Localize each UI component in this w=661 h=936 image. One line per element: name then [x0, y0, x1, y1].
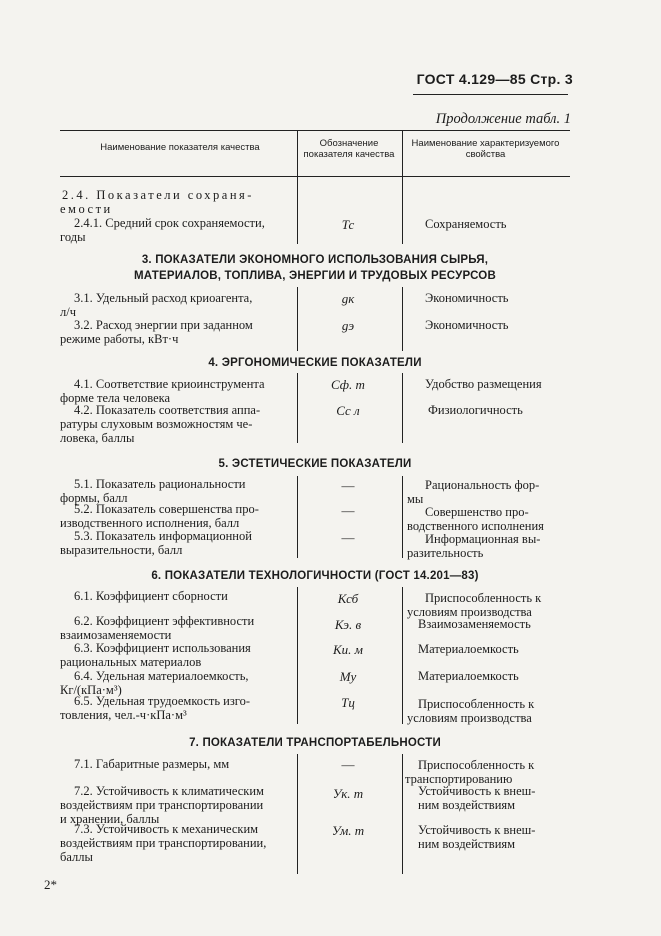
- row-6-5-name: 6.5. Удельная трудоемкость изго-: [74, 694, 251, 708]
- row-3-2-property: Экономичность: [425, 318, 509, 332]
- row-4-2-property: Физиологичность: [428, 403, 523, 417]
- row-5-2-property: Совершенство про-: [425, 505, 529, 519]
- row-7-3-property-cont: ним воздействиям: [418, 837, 516, 851]
- row-2-4-1-name-cont: годы: [60, 230, 86, 244]
- row-3-1-name: 3.1. Удельный расход криоагента,: [74, 291, 253, 305]
- row-7-3-name: 7.3. Устойчивость к механическим: [74, 822, 259, 836]
- row-7-1-property: Приспособленность к: [418, 758, 535, 772]
- col-rule: [297, 373, 298, 443]
- row-5-3-name-cont: выразительности, балл: [60, 543, 183, 557]
- row-3-2-name-cont: режиме работы, кВт·ч: [60, 332, 179, 346]
- col-rule: [297, 476, 298, 558]
- row-6-5-property: Приспособленность к: [418, 697, 535, 711]
- row-2-4-name-cont: емости: [60, 202, 113, 216]
- row-3-2-name: 3.2. Расход энергии при заданном: [74, 318, 253, 332]
- section-6-title: 6. ПОКАЗАТЕЛИ ТЕХНОЛОГИЧНОСТИ (ГОСТ 14.201—83): [151, 570, 479, 582]
- col-header-name: Наименование показателя качества: [100, 142, 260, 153]
- row-2-4-1-symbol: Тс: [341, 217, 355, 232]
- row-7-1-symbol: —: [341, 757, 355, 772]
- row-7-1-property-cont: транспортированию: [405, 772, 513, 786]
- table-top-rule: [60, 130, 570, 131]
- table-header-rule: [60, 176, 570, 177]
- row-7-3-symbol: Ум. т: [331, 823, 365, 838]
- col-rule: [402, 130, 403, 244]
- col-rule: [402, 373, 403, 443]
- row-7-2-name-cont2: и хранении, баллы: [60, 812, 160, 826]
- row-4-1-property: Удобство размещения: [425, 377, 542, 391]
- row-6-3-symbol: Ки. м: [333, 642, 363, 657]
- row-4-2-name: 4.2. Показатель соответствия аппа-: [74, 403, 261, 417]
- row-6-3-name: 6.3. Коэффициент использования: [74, 641, 251, 655]
- row-6-2-property: Взаимозаменяемость: [418, 617, 531, 631]
- col-header-property: Наименование характеризуемого свойства: [411, 138, 560, 160]
- row-2-4-name: 2.4. Показатели сохраня-: [62, 188, 254, 202]
- row-5-1-property: Рациональность фор-: [425, 478, 540, 492]
- row-6-2-name-cont: взаимозаменяемости: [60, 628, 172, 642]
- col-rule: [297, 587, 298, 724]
- row-7-2-property-cont: ним воздействиям: [418, 798, 516, 812]
- row-2-4-1-name: 2.4.1. Средний срок сохраняемости,: [74, 216, 265, 230]
- row-5-2-property-cont: водственного исполнения: [407, 519, 544, 533]
- row-4-1-name-cont: форме тела человека: [60, 391, 171, 405]
- page-number: 2*: [44, 877, 57, 892]
- col-header-symbol: Обозначение показателя качества: [303, 138, 395, 160]
- section-3-title-cont: МАТЕРИАЛОВ, ТОПЛИВА, ЭНЕРГИИ И ТРУДОВЫХ РЕСУРСОВ: [134, 270, 496, 282]
- col-rule: [402, 587, 403, 724]
- row-6-5-property-cont: условиям производства: [407, 711, 532, 725]
- row-5-2-symbol: —: [341, 503, 355, 518]
- row-6-4-name-cont: Кг/(кПа·м³): [60, 683, 122, 697]
- row-6-5-name-cont: товления, чел.-ч·кПа·м³: [60, 708, 187, 722]
- table-continuation: Продолжение табл. 1: [435, 111, 571, 127]
- row-6-4-symbol: Му: [339, 669, 357, 684]
- row-6-1-name: 6.1. Коэффициент сборности: [74, 589, 228, 603]
- row-7-3-name-cont: воздействиям при транспортировании,: [60, 836, 267, 850]
- row-4-2-name-cont2: ловека, баллы: [60, 431, 135, 445]
- row-7-2-name: 7.2. Устойчивость к климатическим: [74, 784, 264, 798]
- col-rule: [297, 287, 298, 351]
- row-5-2-name-cont: изводственного исполнения, балл: [60, 516, 240, 530]
- row-7-1-name: 7.1. Габаритные размеры, мм: [74, 757, 230, 771]
- row-5-1-property-cont: мы: [407, 492, 424, 506]
- row-3-1-name-cont: л/ч: [60, 305, 76, 319]
- col-rule: [402, 754, 403, 874]
- row-5-3-symbol: —: [341, 530, 355, 545]
- row-7-3-property: Устойчивость к внеш-: [418, 823, 536, 837]
- row-4-2-name-cont: ратуры слуховым возможностям че-: [60, 417, 253, 431]
- row-6-4-name: 6.4. Удельная материалоемкость,: [74, 669, 249, 683]
- row-3-1-symbol: gк: [341, 291, 355, 306]
- row-6-1-property: Приспособленность к: [425, 591, 542, 605]
- row-5-1-name-cont: формы, балл: [60, 491, 128, 505]
- row-6-4-property: Материалоемкость: [418, 669, 519, 683]
- row-4-2-symbol: Сс л: [336, 403, 360, 418]
- row-2-4-1-property: Сохраняемость: [425, 217, 507, 231]
- row-5-3-name: 5.3. Показатель информационной: [74, 529, 252, 543]
- section-5-title: 5. ЭСТЕТИЧЕСКИЕ ПОКАЗАТЕЛИ: [218, 458, 412, 470]
- header-rule: [413, 94, 568, 95]
- row-6-2-symbol: Кэ. в: [334, 617, 362, 632]
- row-5-3-property: Информационная вы-: [425, 532, 541, 546]
- col-rule: [402, 476, 403, 558]
- row-5-2-name: 5.2. Показатель совершенства про-: [74, 502, 259, 516]
- row-3-1-property: Экономичность: [425, 291, 509, 305]
- col-rule: [402, 287, 403, 351]
- row-6-3-property: Материалоемкость: [418, 642, 519, 656]
- row-3-2-symbol: gэ: [341, 318, 355, 333]
- row-6-1-symbol: Ксб: [337, 591, 359, 606]
- row-5-3-property-cont: разительность: [407, 546, 484, 560]
- section-3-title: 3. ПОКАЗАТЕЛИ ЭКОНОМНОГО ИСПОЛЬЗОВАНИЯ СЫРЬЯ,: [141, 254, 489, 266]
- section-4-title: 4. ЭРГОНОМИЧЕСКИЕ ПОКАЗАТЕЛИ: [208, 357, 422, 369]
- page-header: ГОСТ 4.129—85 Стр. 3: [416, 71, 573, 87]
- row-6-5-symbol: Тц: [341, 695, 355, 710]
- row-4-1-symbol: Сф. т: [331, 377, 365, 392]
- row-4-1-name: 4.1. Соответствие криоинструмента: [74, 377, 265, 391]
- row-6-3-name-cont: рациональных материалов: [60, 655, 202, 669]
- row-7-2-symbol: Ук. т: [332, 786, 364, 801]
- row-5-1-symbol: —: [341, 478, 355, 493]
- row-6-1-property-cont: условиям производства: [407, 605, 532, 619]
- row-7-2-property: Устойчивость к внеш-: [418, 784, 536, 798]
- col-rule: [297, 130, 298, 244]
- section-7-title: 7. ПОКАЗАТЕЛИ ТРАНСПОРТАБЕЛЬНОСТИ: [189, 737, 441, 749]
- row-7-2-name-cont: воздействиям при транспортировании: [60, 798, 264, 812]
- col-rule: [297, 754, 298, 874]
- row-5-1-name: 5.1. Показатель рациональности: [74, 477, 246, 491]
- row-7-3-name-cont2: баллы: [60, 850, 93, 864]
- row-6-2-name: 6.2. Коэффициент эффективности: [74, 614, 255, 628]
